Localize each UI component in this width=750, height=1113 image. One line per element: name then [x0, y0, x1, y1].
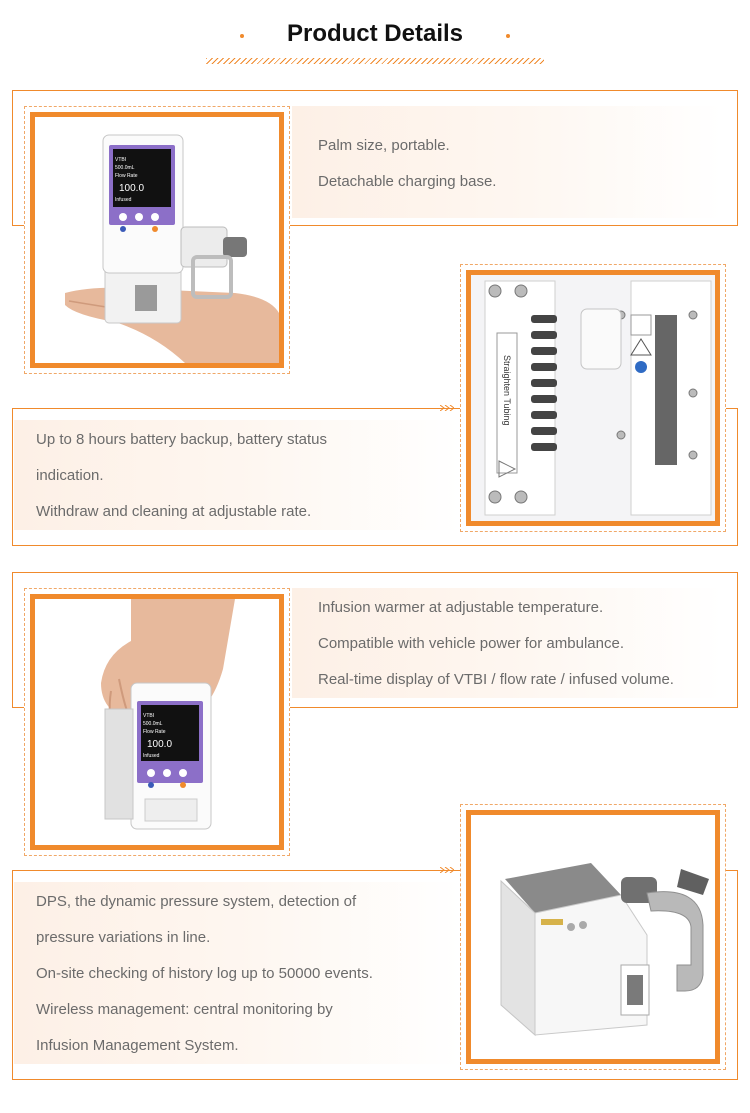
section-header [0, 0, 750, 70]
pump-gripped-illustration [35, 599, 279, 845]
feature-line: pressure variations in line. [36, 929, 211, 946]
feature-line: On-site checking of history log up to 50000 events. [36, 965, 373, 982]
screen-vtbi-label: VTBI [115, 157, 127, 163]
arrow-icon [440, 405, 454, 411]
section-4-text-panel [14, 882, 460, 1064]
page-title: Product Details [286, 20, 464, 47]
feature-line: Withdraw and cleaning at adjustable rate. [36, 503, 312, 520]
screen-vtbi-label-2: VTBI [143, 713, 155, 719]
title-underline [206, 58, 544, 64]
product-image-charging-base [466, 810, 720, 1064]
svg-text:Infused: Infused [115, 197, 132, 203]
feature-line: Infusion Management System. [36, 1037, 239, 1054]
product-image-hand-gripping-pump [30, 594, 284, 850]
section-2-text-panel [14, 420, 460, 530]
charging-base-illustration [471, 815, 715, 1059]
product-image-pump-mechanism [466, 270, 720, 526]
svg-text:100.0: 100.0 [147, 739, 173, 750]
feature-line: Infusion warmer at adjustable temperature. [318, 599, 604, 616]
product-image-hand-held-pump [30, 112, 284, 368]
pump-on-palm-illustration [35, 117, 279, 363]
svg-text:500.0mL: 500.0mL [143, 721, 163, 727]
arrow-icon [440, 867, 454, 873]
svg-text:Infused: Infused [143, 753, 160, 759]
feature-line: Compatible with vehicle power for ambulance. [318, 635, 624, 652]
svg-text:500.0mL: 500.0mL [115, 165, 135, 171]
svg-text:Flow Rate: Flow Rate [143, 729, 166, 735]
feature-line: DPS, the dynamic pressure system, detection of [36, 893, 357, 910]
feature-line: Up to 8 hours battery backup, battery status [36, 431, 327, 448]
feature-line: Real-time display of VTBI / flow rate / infused volume. [318, 671, 674, 688]
title-dot-right [506, 34, 510, 38]
svg-text:100.0: 100.0 [119, 183, 145, 194]
sticker-label: Straighten Tubing [502, 355, 512, 426]
pump-mechanism-illustration [471, 275, 715, 521]
feature-line: indication. [36, 467, 104, 484]
feature-line: Palm size, portable. [318, 137, 450, 154]
section-1-text-panel [292, 106, 722, 218]
svg-text:Flow Rate: Flow Rate [115, 173, 138, 179]
feature-line: Detachable charging base. [318, 173, 497, 190]
feature-line: Wireless management: central monitoring by [36, 1001, 333, 1018]
section-3-text-panel [292, 588, 722, 698]
